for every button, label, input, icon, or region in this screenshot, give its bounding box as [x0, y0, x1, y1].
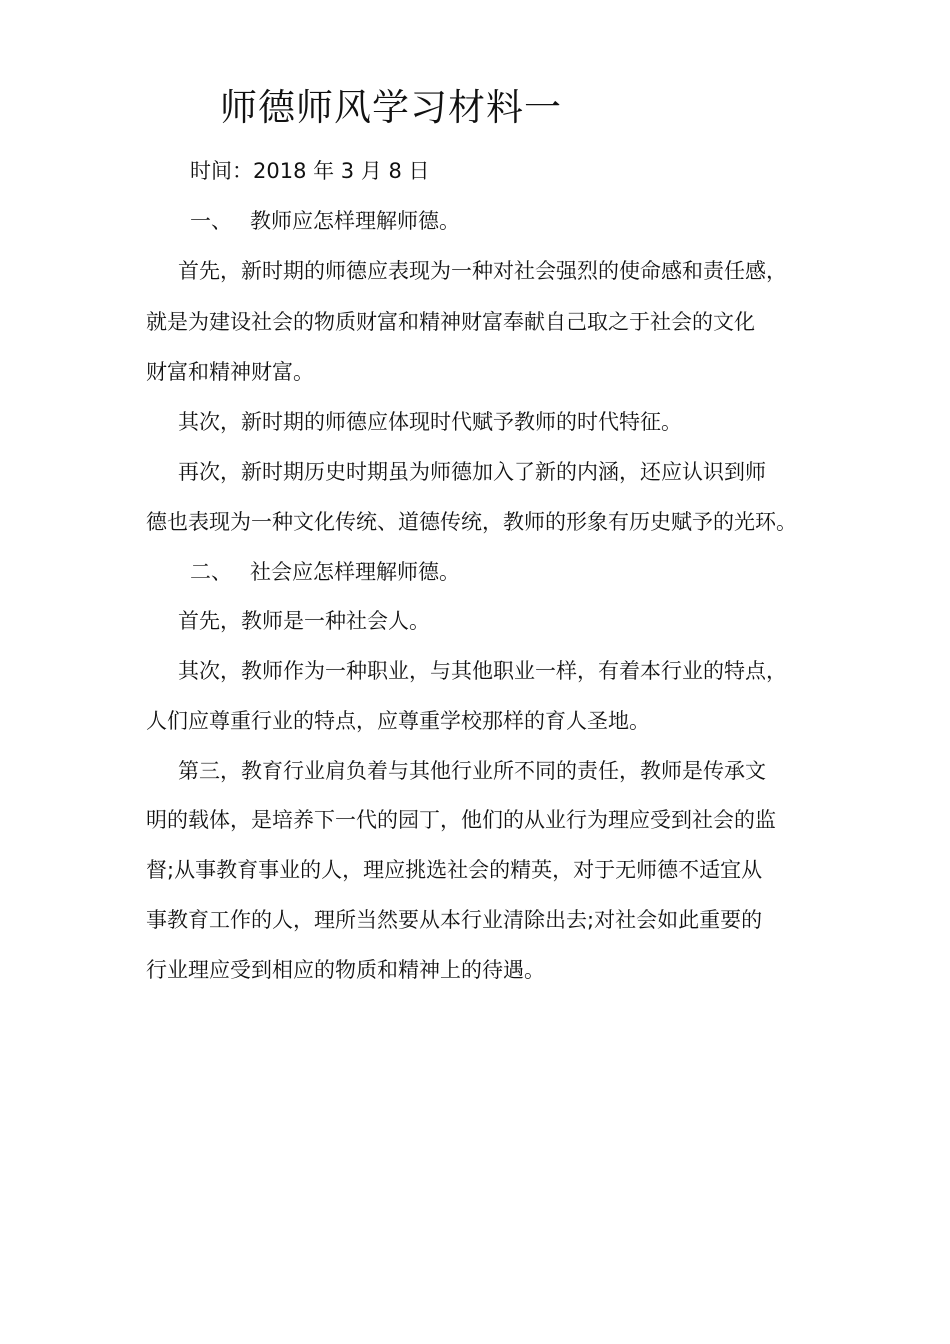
- paragraph-line: 德也表现为一种文化传统、道德传统，教师的形象有历史赋予的光环。: [146, 510, 797, 534]
- section-heading-1: [190, 207, 460, 235]
- paragraph-line: 明的载体，是培养下一代的园丁，他们的从业行为理应受到社会的监: [146, 808, 776, 832]
- paragraph-line: 第三，教育行业肩负着与其他行业所不同的责任，教师是传承文: [178, 759, 766, 783]
- paragraph-line: 财富和精神财富。: [146, 360, 314, 384]
- paragraph-line: 就是为建设社会的物质财富和精神财富奉献自己取之于社会的文化: [146, 310, 755, 334]
- paragraph-line: 事教育工作的人，理所当然要从本行业清除出去;对社会如此重要的: [146, 908, 763, 932]
- section-heading-2: [190, 558, 460, 586]
- section-heading-text: 社会应怎样理解师德。: [250, 560, 460, 584]
- paragraph-line: 督;从事教育事业的人，理应挑选社会的精英，对于无师德不适宜从: [146, 858, 763, 882]
- document-title: 师德师风学习材料一: [220, 86, 562, 129]
- date-line: 时间：2018 年 3 月 8 日: [190, 159, 430, 183]
- paragraph-line: 行业理应受到相应的物质和精神上的待遇。: [146, 958, 545, 982]
- section-number: 二、: [190, 560, 232, 584]
- paragraph-line: 其次，教师作为一种职业，与其他职业一样，有着本行业的特点，: [178, 659, 787, 683]
- paragraph-line: 再次，新时期历史时期虽为师德加入了新的内涵，还应认识到师: [178, 460, 766, 484]
- section-number: 一、: [190, 209, 232, 233]
- section-heading-text: 教师应怎样理解师德。: [250, 209, 460, 233]
- paragraph-line: 首先，教师是一种社会人。: [178, 609, 430, 633]
- paragraph-line: 首先，新时期的师德应表现为一种对社会强烈的使命感和责任感，: [178, 259, 787, 283]
- paragraph-line: 其次，新时期的师德应体现时代赋予教师的时代特征。: [178, 410, 682, 434]
- paragraph-line: 人们应尊重行业的特点，应尊重学校那样的育人圣地。: [146, 709, 650, 733]
